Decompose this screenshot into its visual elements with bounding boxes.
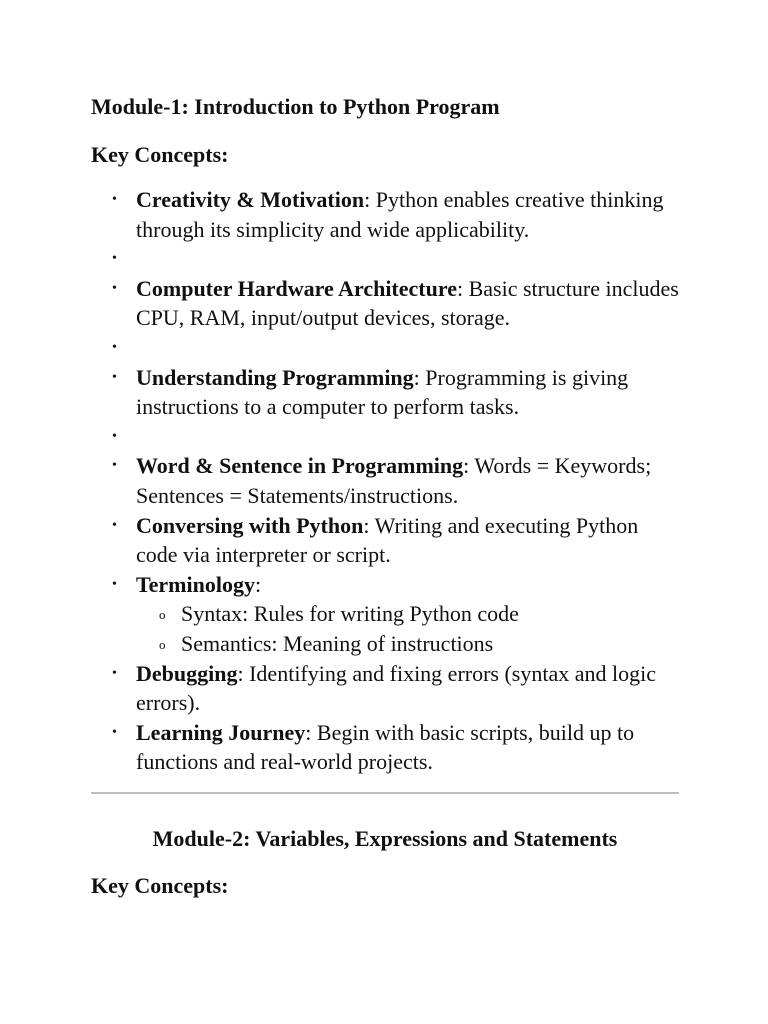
sub-list-item: o Semantics: Meaning of instructions: [181, 629, 679, 659]
empty-list-item: [136, 333, 679, 363]
concept-description: Words = Keywords; Sentences = Statements/instructions.: [136, 453, 652, 508]
concept-term: Computer Hardware Architecture: [136, 275, 457, 301]
empty-list-item: [136, 244, 679, 274]
concept-term: Conversing with Python: [136, 512, 364, 538]
concept-description: Writing and executing Python code via interpreter or script.: [136, 512, 639, 568]
module-1-concept-list: [91, 185, 679, 777]
concept-separator: :: [456, 275, 469, 301]
concept-term: Word & Sentence in Programming: [136, 453, 464, 479]
list-item: [136, 451, 679, 510]
concept-separator: :: [364, 187, 376, 212]
list-item: [136, 363, 679, 422]
concept-description: Python enables creative thinking through its simplicity and wide applicability.: [136, 187, 664, 242]
module-2-key-concepts-label: Key Concepts:: [91, 872, 229, 898]
concept-description: Identifying and fixing errors (syntax and logic errors).: [136, 660, 657, 716]
concept-term: Understanding Programming: [136, 364, 414, 390]
list-item: [136, 570, 679, 659]
sub-list-item: o Syntax: Rules for writing Python code: [181, 599, 679, 629]
concept-separator: :: [413, 364, 426, 390]
list-item: [136, 511, 679, 570]
concept-term: Learning Journey: [136, 719, 306, 745]
list-item: [136, 659, 679, 718]
terminology-sublist: [136, 599, 679, 658]
concept-separator: :: [254, 571, 262, 597]
list-item: [136, 185, 679, 244]
concept-separator: :: [305, 719, 317, 745]
concept-separator: :: [237, 660, 250, 686]
section-divider: [91, 792, 679, 794]
module-1-key-concepts-label: Key Concepts:: [91, 142, 229, 167]
empty-list-item: [136, 422, 679, 452]
concept-separator: :: [363, 512, 375, 538]
module-1-title: Module-1: Introduction to Python Program: [91, 94, 500, 119]
concept-term: Terminology: [136, 571, 255, 597]
concept-separator: :: [463, 453, 475, 479]
concept-description: Basic structure includes CPU, RAM, input/output devices, storage.: [136, 275, 679, 331]
list-item: [136, 718, 679, 777]
concept-description: Begin with basic scripts, build up to functions and real-world projects.: [136, 719, 635, 775]
concept-term: Creativity & Motivation: [136, 187, 365, 212]
list-item: [136, 274, 679, 333]
document-page: [91, 92, 679, 901]
concept-term: Debugging: [136, 660, 238, 686]
concept-description: Programming is giving instructions to a computer to perform tasks.: [136, 364, 629, 420]
module-2-title: Module-2: Variables, Expressions and Statements: [152, 825, 618, 851]
